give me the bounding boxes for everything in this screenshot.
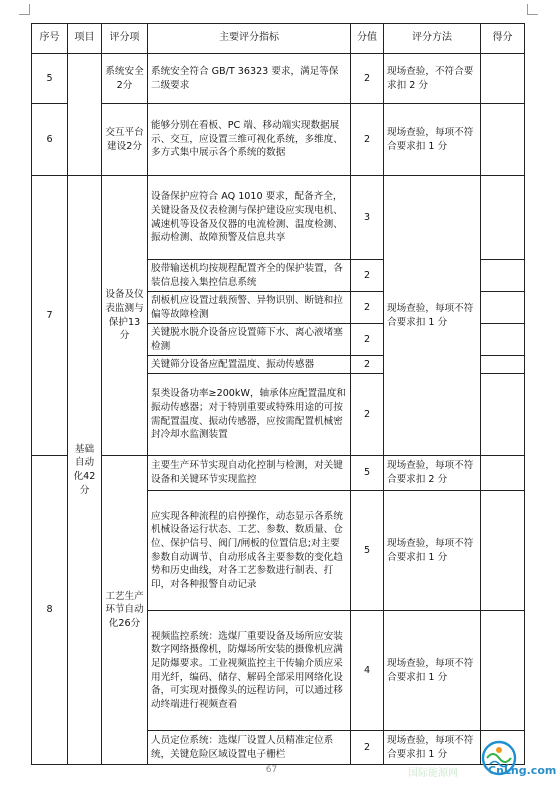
table-header-row: [32, 24, 525, 54]
indicator-cell: 人员定位系统：选煤厂设置人员精准定位系统，关键危险区域设置电子栅栏: [148, 731, 351, 765]
row-no: 6: [32, 104, 68, 176]
method-cell: 现场查验，每项不符合要求扣 1 分: [384, 731, 481, 765]
score-cell: 2: [351, 324, 384, 356]
indicator-cell: 胶带输送机均按规程配置齐全的保护装置，各装信息接入集控信息系统: [148, 260, 351, 292]
crop-mark-top-left: [19, 4, 30, 15]
method-cell: 现场查验，每项不符合要求扣 1 分: [384, 176, 481, 456]
table-row: [32, 54, 525, 104]
points-cell: [481, 104, 525, 176]
points-cell: [481, 176, 525, 260]
evaluation-table: [31, 23, 525, 765]
indicator-cell: 视频监控系统：选煤厂重要设备及场所应安装数字网络摄像机，防爆场所安装的摄像机应满足防爆要求。工业视频监控主干传输介质应采用光纤，编码、储存、解码全部采用网络化设备，可实现对摄像头的远程访问，可以通过移动终端进行视频查看: [148, 611, 351, 731]
header-project: 项目: [68, 24, 102, 54]
indicator-cell: 主要生产环节实现自动化控制与检测，对关键设备和关键环节实现监控: [148, 456, 351, 491]
indicator-cell: 设备保护应符合 AQ 1010 要求，配备齐全，关键设备及仪表检测与保护建设应实现电机、减速机等设备及仪器的电流检测、温度检测、振动检测、故障预警及信息共享: [148, 176, 351, 260]
indicator-cell: 刮板机应设置过载预警、异物识别、断链和拉偏等故障检测: [148, 292, 351, 324]
item-cell: 交互平台建设2分: [102, 104, 148, 176]
points-cell: [481, 292, 525, 324]
points-cell: [481, 260, 525, 292]
score-cell: 5: [351, 456, 384, 491]
indicator-cell: 系统安全符合 GB/T 36323 要求，满足等保二级要求: [148, 54, 351, 104]
watermark-text: CnLng.com: [488, 764, 556, 777]
header-indicator: 主要评分指标: [148, 24, 351, 54]
points-cell: [481, 491, 525, 611]
score-cell: 2: [351, 292, 384, 324]
page-number: 67: [265, 765, 278, 775]
indicator-cell: 应实现各种流程的启停操作，动态显示各系统机械设备运行状态、工艺、参数、数质量、仓位、保护信号、阀门/闸板的位置信息;对主要参数自动调节、自动形成各主要参数的变化趋势和历史曲线，对各工艺参数进行制表、打印，对各种报警自动记录: [148, 491, 351, 611]
row-no: 5: [32, 54, 68, 104]
table-row: [32, 104, 525, 176]
score-cell: 2: [351, 356, 384, 374]
crop-mark-top-right: [527, 4, 538, 15]
score-cell: 2: [351, 104, 384, 176]
table-row: [32, 176, 525, 260]
header-method: 评分方法: [384, 24, 481, 54]
score-cell: 4: [351, 611, 384, 731]
method-cell: 现场查验，每项不符合要求扣 1 分: [384, 611, 481, 731]
points-cell: [481, 54, 525, 104]
score-cell: 2: [351, 731, 384, 765]
row-no: 8: [32, 456, 68, 765]
points-cell: [481, 324, 525, 356]
watermark-faded-text: 国际能源网: [408, 768, 458, 779]
score-cell: 2: [351, 54, 384, 104]
method-cell: 现场查验，不符合要求扣 2 分: [384, 54, 481, 104]
indicator-cell: 泵类设备功率≥200kW，轴承体应配置温度和振动传感器；对于特别重要或特殊用途的可按需配置温度、振动传感器，应按需配置机械密封冷却水监测装置: [148, 374, 351, 456]
points-cell: [481, 456, 525, 491]
points-cell: [481, 374, 525, 456]
indicator-cell: 能够分别在看板、PC 端、移动端实现数据展示、交互，应设置三维可视化系统，多维度、多方式集中展示各个系统的数据: [148, 104, 351, 176]
score-cell: 3: [351, 176, 384, 260]
method-cell: 现场查验，每项不符合要求扣 1 分: [384, 491, 481, 611]
score-cell: 2: [351, 374, 384, 456]
points-cell: [481, 356, 525, 374]
item-cell: 工艺生产环节自动化26分: [102, 456, 148, 765]
indicator-cell: 关键筛分设备应配置温度、振动传感器: [148, 356, 351, 374]
method-cell: 现场查验，每项不符合要求扣 1 分: [384, 104, 481, 176]
method-cell: 现场查验，每项不符合要求扣 2 分: [384, 456, 481, 491]
indicator-cell: 关键脱水脱介设备应设置筛下水、离心液堵塞检测: [148, 324, 351, 356]
item-cell: 系统安全2分: [102, 54, 148, 104]
header-no: 序号: [32, 24, 68, 54]
points-cell: [481, 611, 525, 731]
header-item: 评分项: [102, 24, 148, 54]
project-cell: 基础自动化42分: [68, 176, 102, 765]
header-score: 分值: [351, 24, 384, 54]
score-cell: 2: [351, 260, 384, 292]
header-points: 得分: [481, 24, 525, 54]
row-no: 7: [32, 176, 68, 456]
table-row: [32, 456, 525, 491]
score-cell: 5: [351, 491, 384, 611]
item-cell: 设备及仪表监测与保护13分: [102, 176, 148, 456]
project-cell-empty: [68, 54, 102, 176]
